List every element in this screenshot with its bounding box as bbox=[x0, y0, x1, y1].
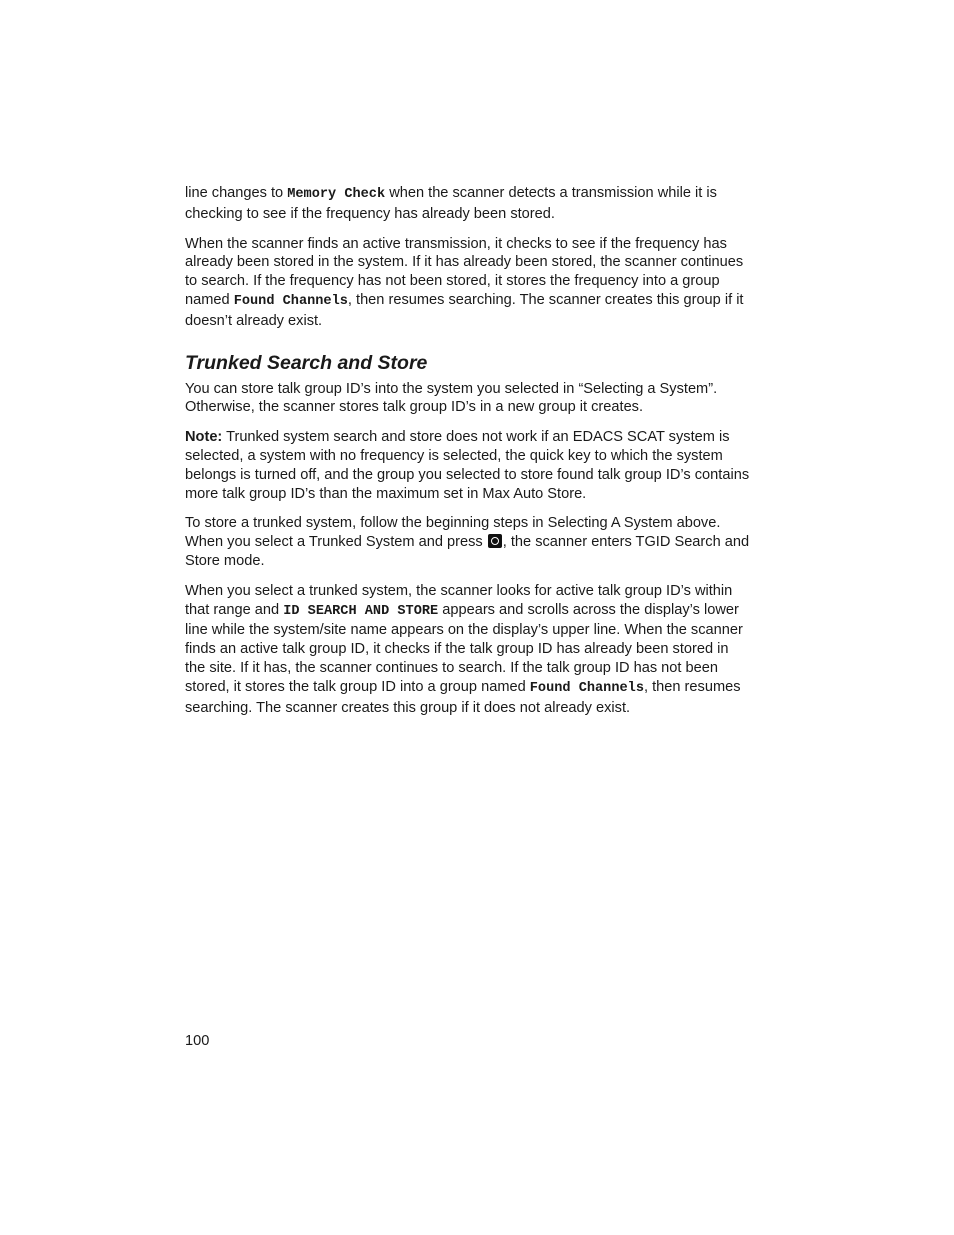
note-text: Trunked system search and store does not work if an EDACS SCAT system is selected, a system with no frequency is selected, the quick key to which the system belongs is turned off, and the group you selected to store found talk group ID’s contains more talk group ID’s than the maximum set in Max Auto Store. bbox=[185, 429, 750, 502]
text: line changes to bbox=[185, 185, 288, 201]
text: , then resumes searching. The scanner creates this group if it doesn’t already exist. bbox=[185, 291, 744, 329]
note-paragraph bbox=[185, 428, 751, 503]
text: When the scanner finds an active transmission, it checks to see if the frequency has already been stored in the system. If it has already been stored, the scanner continues to search. If the frequency has not been stored, it stores the frequency into a group named bbox=[185, 235, 744, 308]
page-number: 100 bbox=[185, 1033, 210, 1049]
paragraph-store-trunked bbox=[185, 514, 751, 570]
text: , the scanner enters TGID Search and Store mode. bbox=[185, 534, 750, 569]
display-text-found-channels: Found Channels bbox=[233, 293, 348, 309]
text: appears and scrolls across the display’s lower line while the system/site name appears on the display’s upper line. When the scanner finds an active talk group ID, it checks if the talk group ID has already been stored in the site. If it has, the scanner continues to search. If the talk group ID has not been stored, it stores the talk group ID into a group named bbox=[185, 601, 743, 695]
display-text-memory-check: Memory Check bbox=[287, 187, 386, 202]
text: To store a trunked system, follow the beginning steps in Selecting A System above. When you select a Trunked System and press bbox=[185, 515, 721, 551]
note-label: Note: bbox=[185, 429, 223, 446]
paragraph-store-talk-group: You can store talk group ID’s into the system you selected in “Selecting a System”. Otherwise, the scanner stores talk group ID’s in a new group it creates. bbox=[185, 380, 718, 416]
text: when the scanner detects a transmission while it is checking to see if the frequency has already been stored. bbox=[185, 185, 717, 222]
page-content bbox=[185, 184, 751, 728]
display-text-id-search-and-store: ID SEARCH AND STORE bbox=[283, 603, 439, 619]
select-key-icon bbox=[488, 534, 502, 548]
display-text-found-channels: Found Channels bbox=[529, 680, 644, 696]
paragraph-select-trunked bbox=[185, 582, 751, 718]
paragraph-memory-check bbox=[185, 184, 751, 224]
paragraph-active-transmission bbox=[185, 235, 751, 331]
text: , then resumes searching. The scanner creates this group if it does not already exist. bbox=[185, 678, 741, 716]
section-heading: Trunked Search and Store bbox=[185, 351, 428, 374]
text: When you select a trunked system, the scanner looks for active talk group ID’s within that range and bbox=[185, 582, 733, 618]
